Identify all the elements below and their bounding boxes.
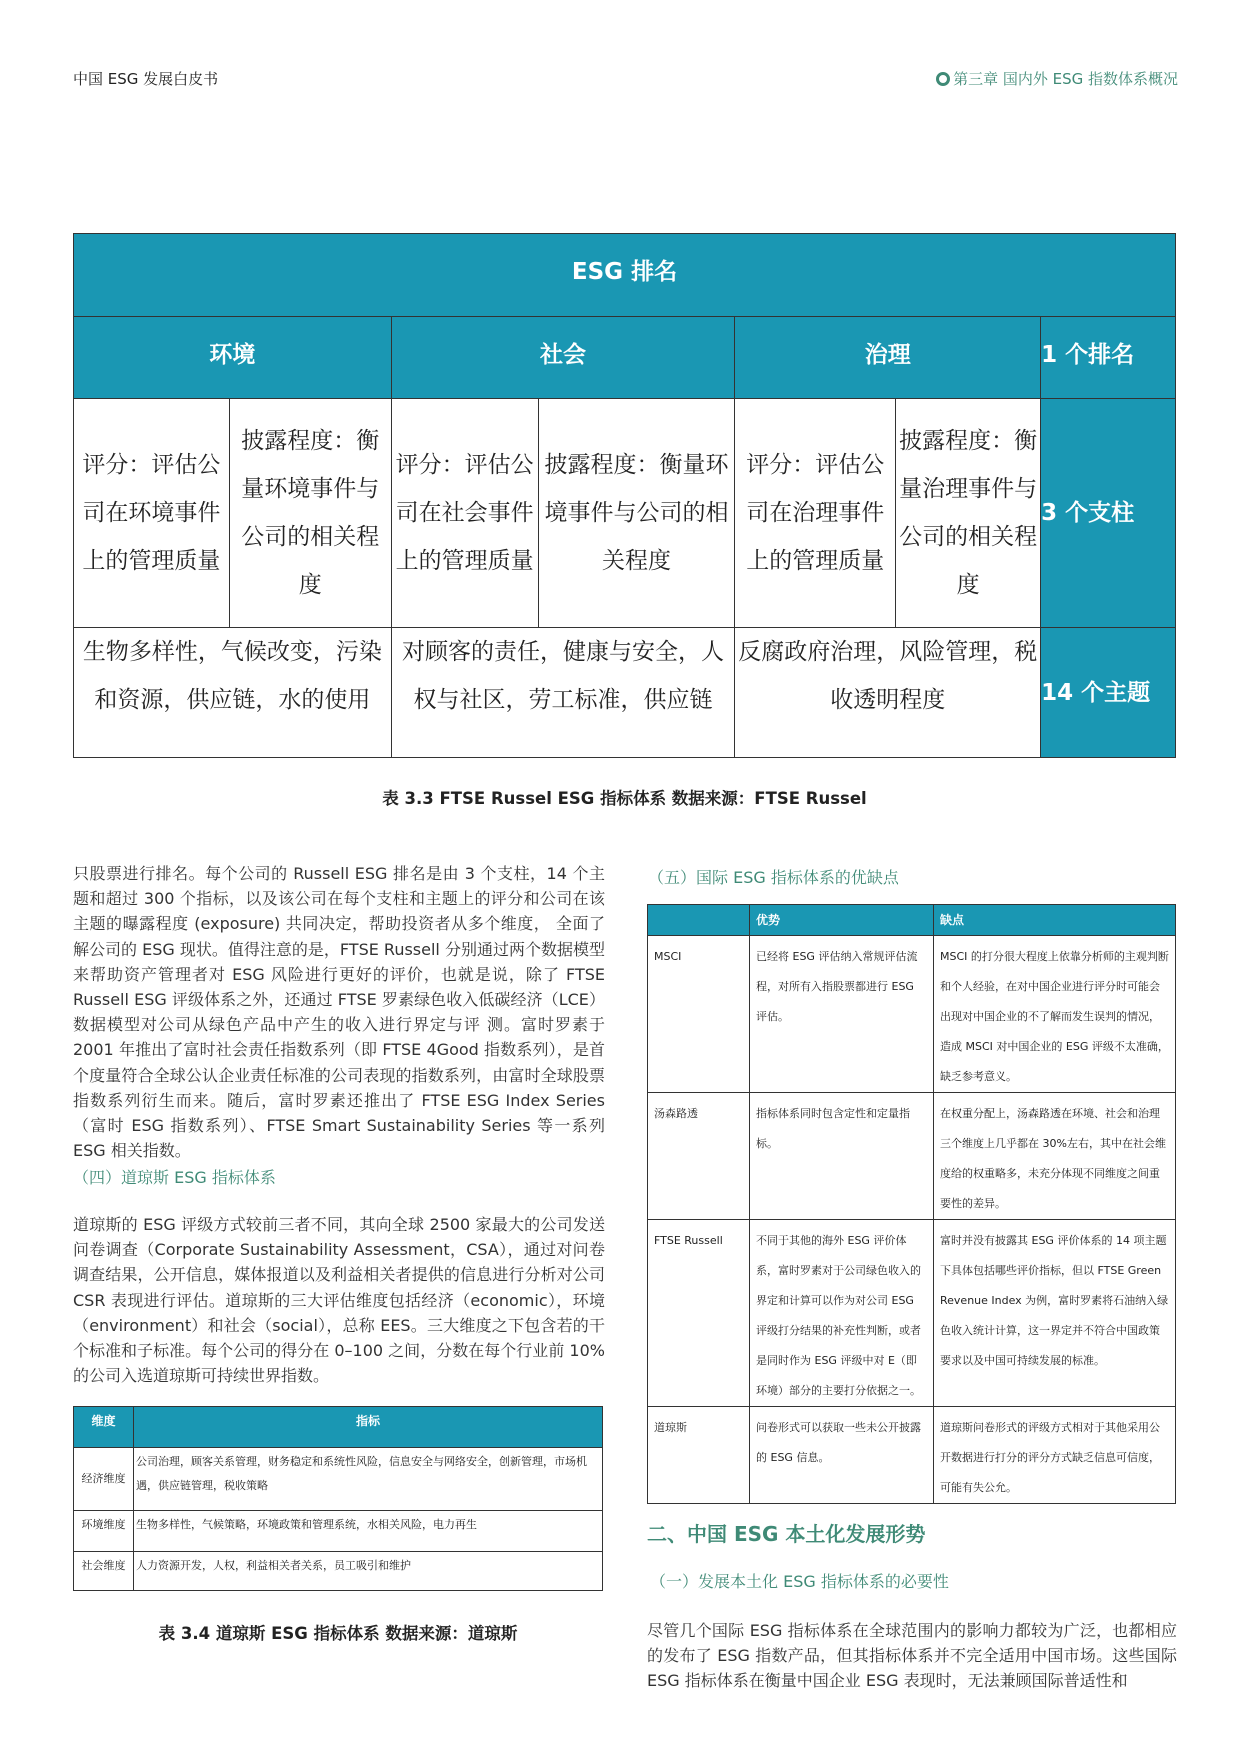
side-label-ranking: 1 个排名 <box>1041 317 1176 399</box>
side-label-themes: 14 个主题 <box>1041 628 1176 758</box>
pillar-social: 社会 <box>391 317 735 399</box>
pros-cons-table <box>647 904 1176 1504</box>
section-2-heading: 二、中国 ESG 本土化发展形势 <box>647 1522 926 1546</box>
header-chapter <box>936 68 1178 89</box>
pros-cell: 不同于其他的海外 ESG 评价体系，富时罗素对于公司绿色收入的界定和计算可以作为对公司 ESG 评级打分结果的补充性判断，或者是同时作为 ESG 评级中对 E（即环境）部分的主要打分依据之一。 <box>750 1220 934 1407</box>
indicator-cell: 人力资源开发，人权，利益相关者关系，员工吸引和维护 <box>134 1552 603 1591</box>
section-heading-4: （四）道琼斯 ESG 指标体系 <box>73 1168 276 1187</box>
header-doc-title: 中国 ESG 发展白皮书 <box>73 70 219 88</box>
cell: 披露程度：衡量环境事件与公司的相关程度 <box>538 399 735 628</box>
dimension-cell: 社会维度 <box>74 1552 134 1591</box>
cons-cell: MSCI 的打分很大程度上依靠分析师的主观判断和个人经验，在对中国企业进行评分时可能会出现对中国企业的不了解而发生误判的情况，造成 MSCI 对中国企业的 ESG 评级不太准确，缺乏参考意义。 <box>934 936 1176 1093</box>
col-header: 优势 <box>750 905 934 936</box>
indicator-cell: 公司治理，顾客关系管理，财务稳定和系统性风险，信息安全与网络安全，创新管理，市场机遇，供应链管理，税收策略 <box>134 1448 603 1511</box>
cell: 评分：评估公司在环境事件上的管理质量 <box>74 399 230 628</box>
dimension-cell: 经济维度 <box>74 1448 134 1511</box>
ftse-esg-table <box>73 233 1176 758</box>
provider-cell: 道琼斯 <box>648 1407 750 1504</box>
cell: 评分：评估公司在治理事件上的管理质量 <box>735 399 896 628</box>
col-header <box>648 905 750 936</box>
pillar-environment: 环境 <box>74 317 392 399</box>
indicator-cell: 生物多样性，气候策略，环境政策和管理系统，水相关风险，电力再生 <box>134 1511 603 1552</box>
cell: 披露程度：衡量环境事件与公司的相关程度 <box>229 399 391 628</box>
body-paragraph: 尽管几个国际 ESG 指标体系在全球范围内的影响力都较为广泛，也都相应的发布了 ESG 指数产品，但其指标体系并不完全适用中国市场。这些国际 ESG 指标体系在衡量中国企业 ESG 表现时，无法兼顾国际普适性和 <box>647 1621 1177 1691</box>
provider-cell: FTSE Russell <box>648 1220 750 1407</box>
table-3-4-caption: 表 3.4 道琼斯 ESG 指标体系 数据来源：道琼斯 <box>158 1624 518 1643</box>
theme-cell: 对顾客的责任，健康与安全，人权与社区，劳工标准，供应链 <box>391 628 735 758</box>
provider-cell: 汤森路透 <box>648 1093 750 1220</box>
pillar-governance: 治理 <box>735 317 1041 399</box>
theme-cell: 生物多样性，气候改变，污染和资源，供应链，水的使用 <box>74 628 392 758</box>
pros-cell: 指标体系同时包含定性和定量指标。 <box>750 1093 934 1220</box>
esg-ranking-title: ESG 排名 <box>74 234 1176 317</box>
cons-cell: 道琼斯问卷形式的评级方式相对于其他采用公开数据进行打分的评分方式缺乏信息可信度，可能有失公允。 <box>934 1407 1176 1504</box>
cell: 披露程度：衡量治理事件与公司的相关程度 <box>896 399 1041 628</box>
dow-jones-table <box>73 1406 603 1591</box>
cons-cell: 在权重分配上，汤森路透在环境、社会和治理三个维度上几乎都在 30%左右，其中在社会维度给的权重略多，未充分体现不同维度之间重要性的差异。 <box>934 1093 1176 1220</box>
table-3-3-caption: 表 3.3 FTSE Russel ESG 指标体系 数据来源：FTSE Russel <box>382 789 867 808</box>
dimension-cell: 环境维度 <box>74 1511 134 1552</box>
subsection-heading-1: （一）发展本土化 ESG 指标体系的必要性 <box>650 1572 949 1591</box>
col-header: 缺点 <box>934 905 1176 936</box>
section-heading-5: （五）国际 ESG 指标体系的优缺点 <box>648 868 899 887</box>
chapter-title: 第三章 国内外 ESG 指数体系概况 <box>953 70 1178 88</box>
col-header: 维度 <box>74 1407 134 1448</box>
body-paragraph: 只股票进行排名。每个公司的 Russell ESG 排名是由 3 个支柱，14 个主题和超过 300 个指标，以及该公司在每个支柱和主题上的评分和公司在该主题的曝露程度 (exposure) 共同决定，帮助投资者从多个维度， 全面了解公司的 ESG 现状。值得注意的是，FTSE Russell 分别通过两个数据模型来帮助资产管理者对 ESG 风险进行更好的评价，也就是说，除了 FTSE Russell ESG 评级体系之外，还通过 FTSE 罗素绿色收入低碳经济（LCE）数据模型对公司从绿色产品中产生的收入进行界定与评 测。富时罗素于 2001 年推出了富时社会责任指数系列（即 FTSE 4Good 指数系列），是首个度量符合全球公认企业责任标准的公司表现的指数系列，由富时全球股票指数系列衍生而来。随后，富时罗素还推出了 FTSE ESG Index Series（富时 ESG 指数系列）、FTSE Smart Sustainability Series 等一系列 ESG 相关指数。 <box>73 864 605 1161</box>
pros-cell: 已经将 ESG 评估纳入常规评估流程，对所有入指股票都进行 ESG 评估。 <box>750 936 934 1093</box>
cons-cell: 富时并没有披露其 ESG 评价体系的 14 项主题下具体包括哪些评价指标，但以 FTSE Green Revenue Index 为例，富时罗素将石油纳入绿色收入统计计算，这一界定并不符合中国政策要求以及中国可持续发展的标准。 <box>934 1220 1176 1407</box>
pros-cell: 问卷形式可以获取一些未公开披露的 ESG 信息。 <box>750 1407 934 1504</box>
provider-cell: MSCI <box>648 936 750 1093</box>
body-paragraph: 道琼斯的 ESG 评级方式较前三者不同，其向全球 2500 家最大的公司发送问卷调查（Corporate Sustainability Assessment，CSA），通过对问卷调查结果，公开信息，媒体报道以及利益相关者提供的信息进行分析对公司 CSR 表现进行评估。道琼斯的三大评估维度包括经济（economic），环境（environment）和社会（social），总称 EES。三大维度之下包含若的干个标准和子标准。每个公司的得分在 0–100 之间，分数在每个行业前 10% 的公司入选道琼斯可持续世界指数。 <box>73 1215 605 1386</box>
side-label-pillars: 3 个支柱 <box>1041 399 1176 628</box>
cell: 评分：评估公司在社会事件上的管理质量 <box>391 399 538 628</box>
ring-icon <box>936 72 950 86</box>
theme-cell: 反腐政府治理，风险管理，税收透明程度 <box>735 628 1041 758</box>
col-header: 指标 <box>134 1407 603 1448</box>
